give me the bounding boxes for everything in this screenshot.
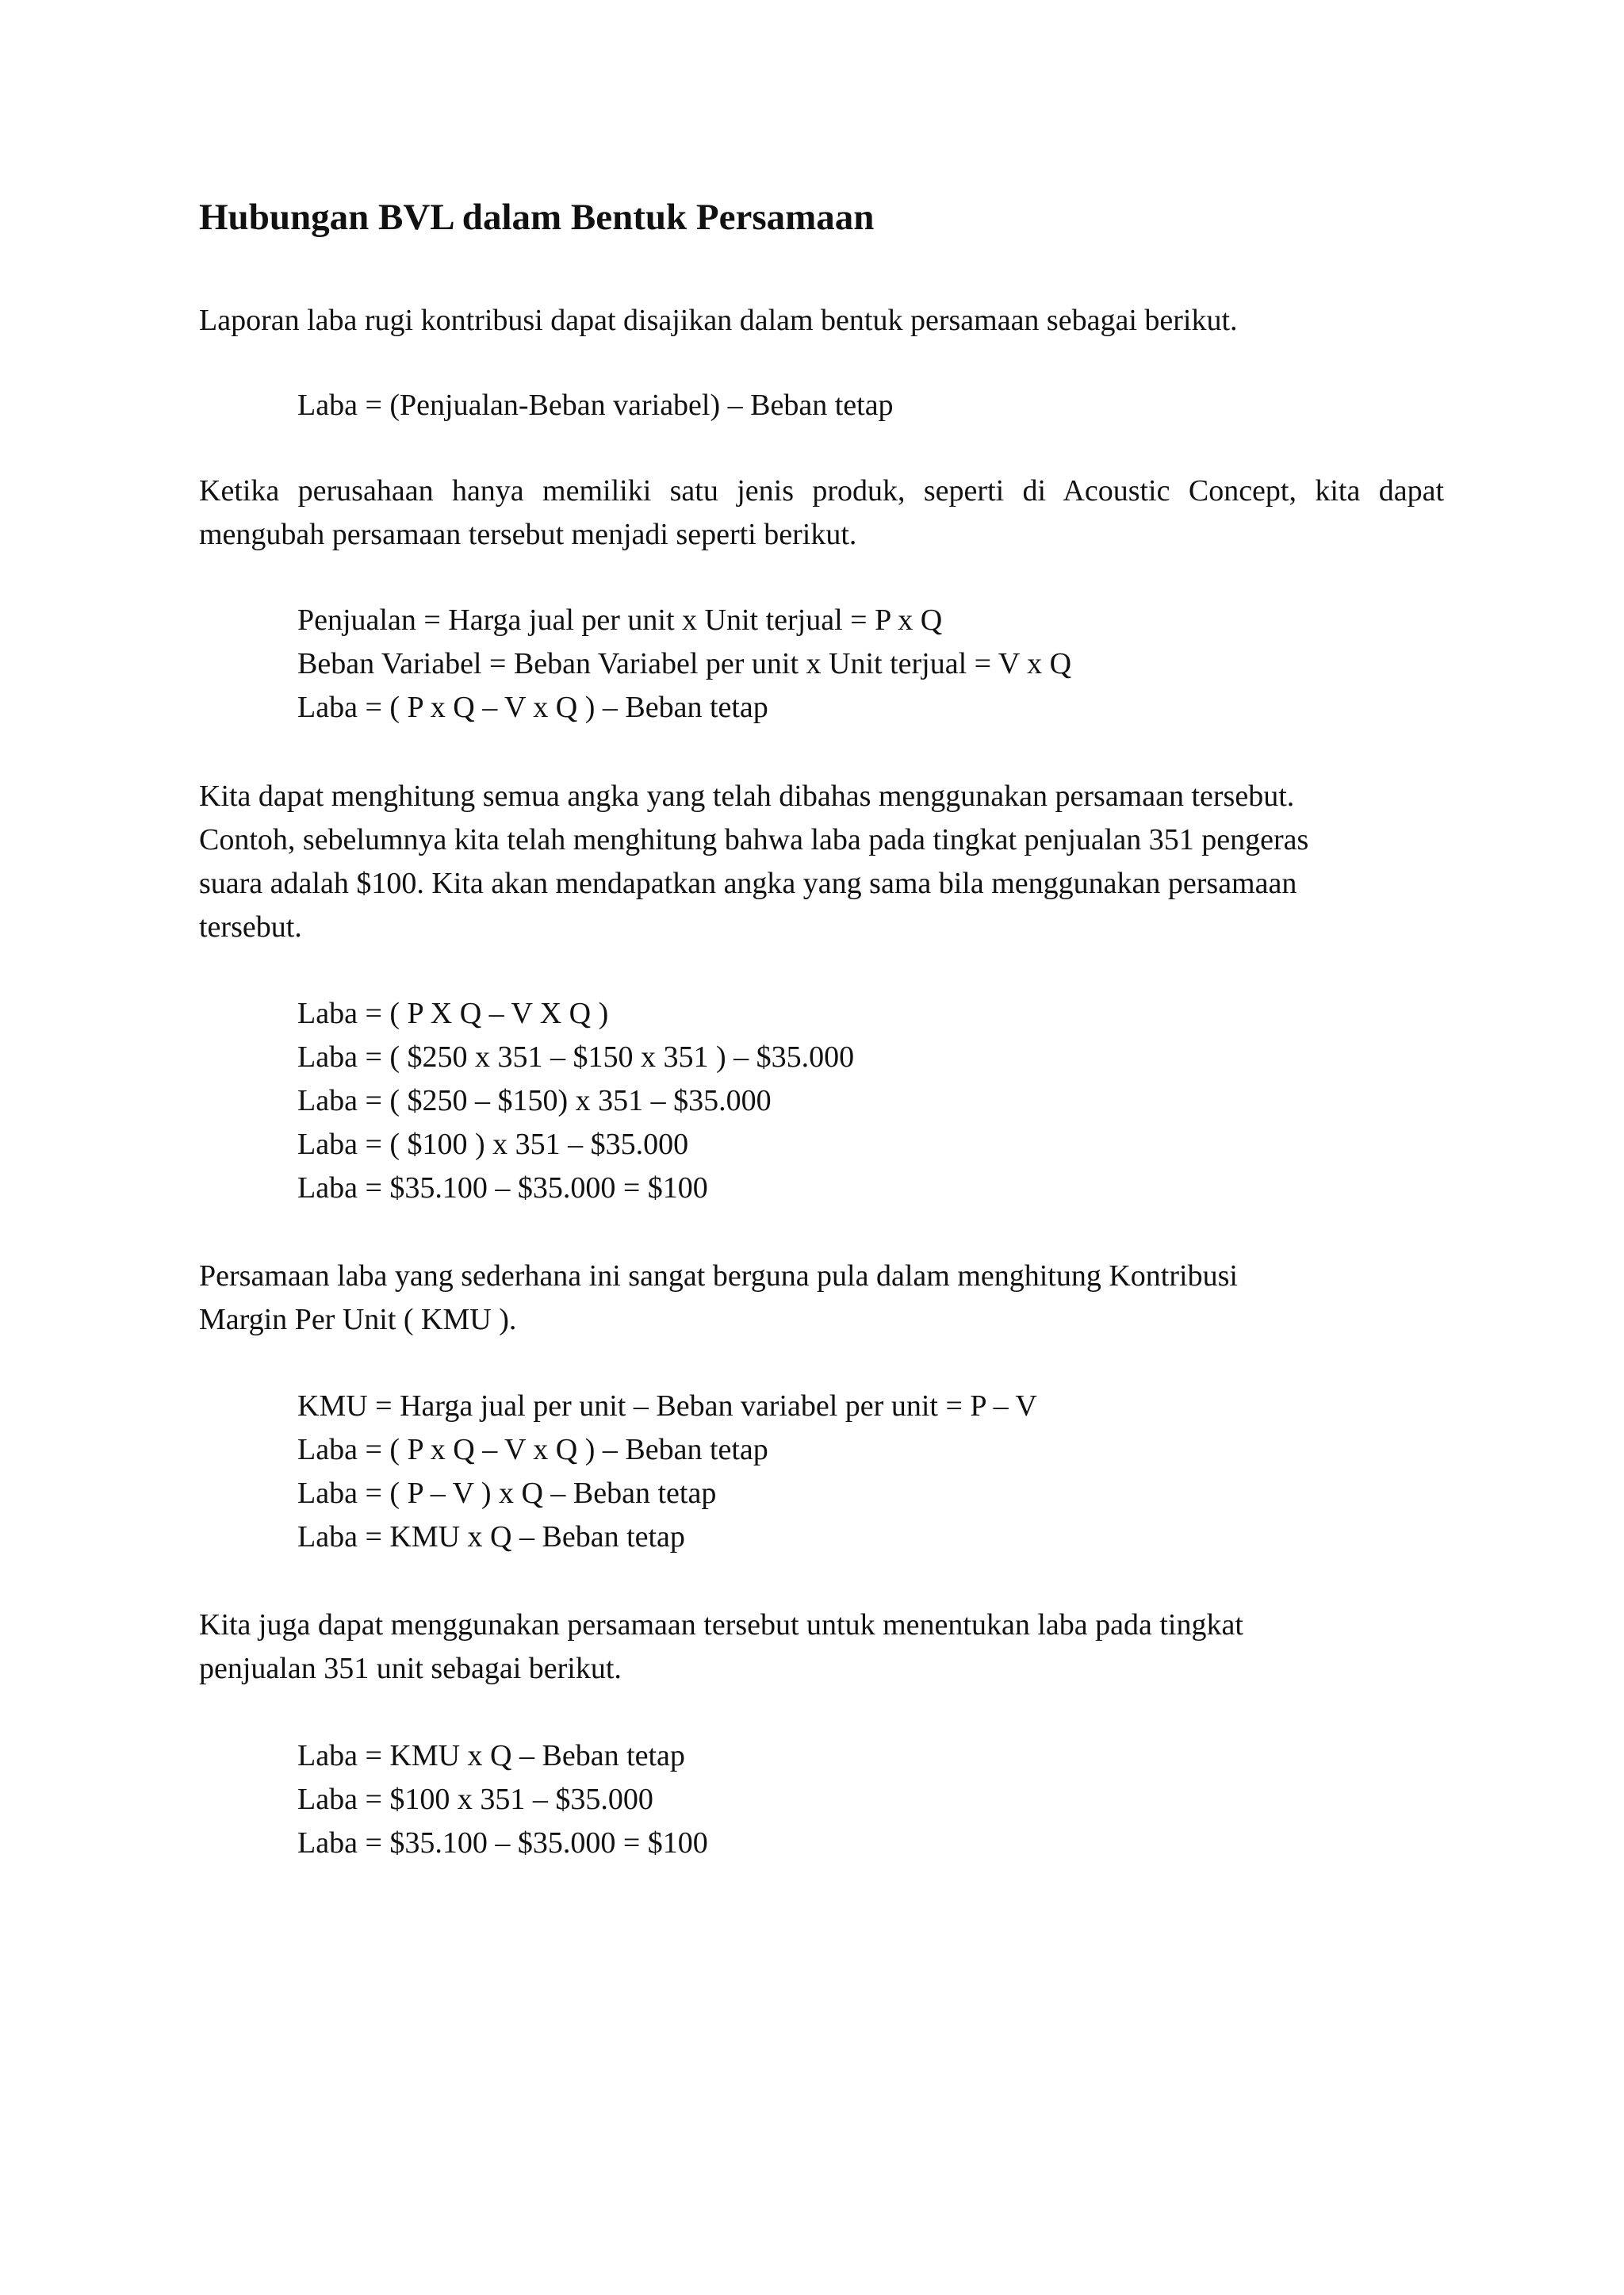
- equation-block-3: [297, 992, 854, 1210]
- equation-line: Laba = $35.100 – $35.000 = $100: [297, 1171, 708, 1205]
- paragraph-3: [199, 775, 1444, 949]
- equation-line: Laba = ( $250 – $150) x 351 – $35.000: [297, 1084, 772, 1117]
- equation-line: Laba = ( $100 ) x 351 – $35.000: [297, 1128, 689, 1161]
- equation-line: Laba = ( P x Q – V x Q ) – Beban tetap: [297, 1433, 768, 1466]
- equation-line: Laba = (Penjualan-Beban variabel) – Beban tetap: [297, 389, 894, 422]
- equation-line: Laba = KMU x Q – Beban tetap: [297, 1739, 685, 1772]
- equation-block-1: [297, 384, 894, 427]
- equation-line: Laba = ( P x Q – V x Q ) – Beban tetap: [297, 691, 768, 724]
- equation-line: Laba = KMU x Q – Beban tetap: [297, 1520, 685, 1554]
- equation-line: KMU = Harga jual per unit – Beban variabel per unit = P – V: [297, 1389, 1037, 1423]
- page-title: Hubungan BVL dalam Bentuk Persamaan: [199, 197, 875, 238]
- equation-line: Laba = $35.100 – $35.000 = $100: [297, 1826, 708, 1860]
- paragraph-line: Margin Per Unit ( KMU ).: [199, 1303, 517, 1336]
- paragraph-line: suara adalah $100. Kita akan mendapatkan angka yang sama bila menggunakan persamaan: [199, 867, 1297, 900]
- equation-line: Laba = ( P – V ) x Q – Beban tetap: [297, 1477, 717, 1510]
- equation-block-4: [297, 1385, 1037, 1559]
- equation-line: Penjualan = Harga jual per unit x Unit terjual = P x Q: [297, 603, 943, 637]
- paragraph-line: Ketika perusahaan hanya memiliki satu jenis produk, seperti di Acoustic Concept, kita dapat: [199, 474, 1444, 508]
- equation-line: Laba = $100 x 351 – $35.000: [297, 1783, 653, 1816]
- paragraph-line: Kita dapat menghitung semua angka yang telah dibahas menggunakan persamaan tersebut.: [199, 780, 1295, 813]
- paragraph-line: Kita juga dapat menggunakan persamaan tersebut untuk menentukan laba pada tingkat: [199, 1608, 1243, 1642]
- paragraph-line: Persamaan laba yang sederhana ini sangat berguna pula dalam menghitung Kontribusi: [199, 1259, 1238, 1293]
- paragraph-5: [199, 1603, 1444, 1691]
- equation-line: Laba = ( $250 x 351 – $150 x 351 ) – $35.000: [297, 1040, 855, 1074]
- equation-block-5: [297, 1734, 708, 1865]
- paragraph-line: Laporan laba rugi kontribusi dapat disajikan dalam bentuk persamaan sebagai berikut.: [199, 304, 1238, 337]
- paragraph-line: tersebut.: [199, 910, 302, 944]
- paragraph-4: [199, 1255, 1444, 1342]
- paragraph-line: penjualan 351 unit sebagai berikut.: [199, 1652, 622, 1685]
- paragraph-2: [199, 469, 1444, 557]
- equation-block-2: [297, 599, 1071, 730]
- paragraph-line: Contoh, sebelumnya kita telah menghitung bahwa laba pada tingkat penjualan 351 pengeras: [199, 823, 1309, 856]
- paragraph-line: mengubah persamaan tersebut menjadi seperti berikut.: [199, 518, 857, 551]
- intro-paragraph: [199, 299, 1444, 343]
- equation-line: Laba = ( P X Q – V X Q ): [297, 997, 609, 1030]
- equation-line: Beban Variabel = Beban Variabel per unit x Unit terjual = V x Q: [297, 647, 1072, 680]
